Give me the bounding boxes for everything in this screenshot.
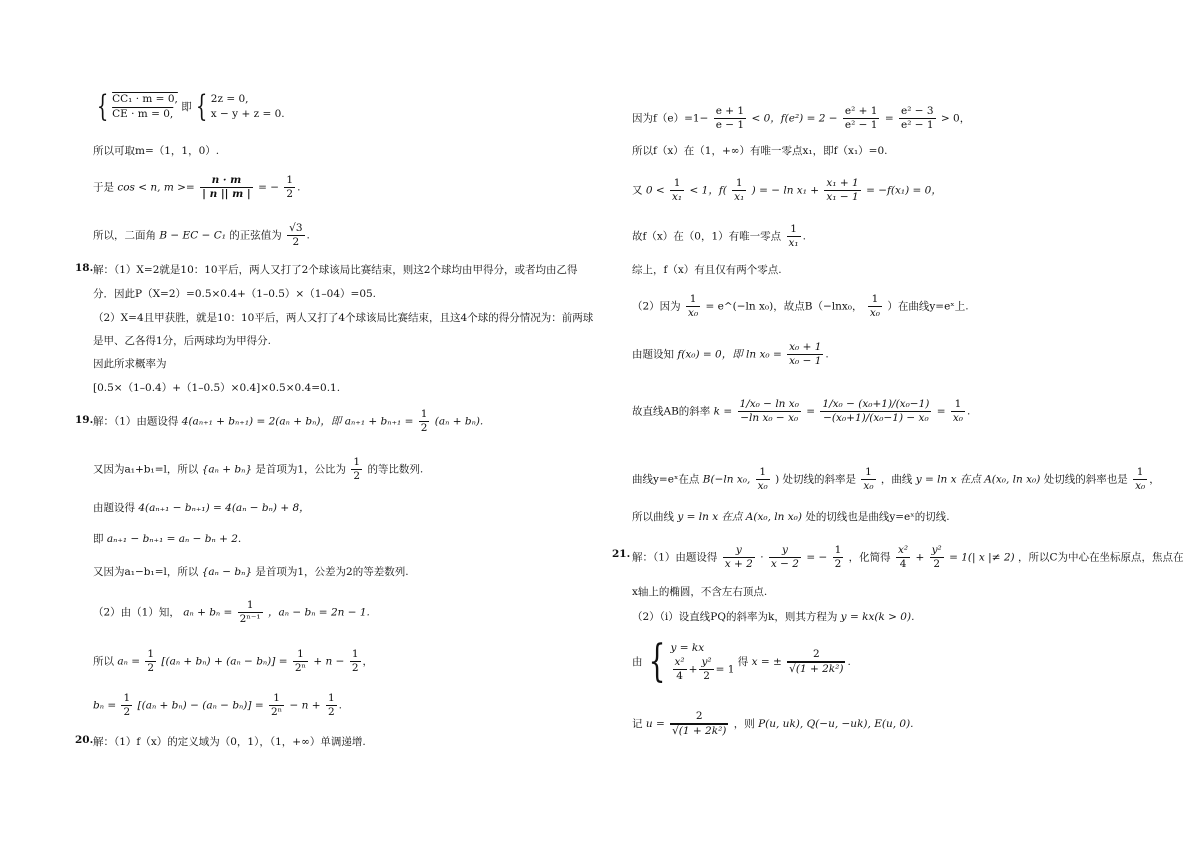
denominator: −ln x₀ − x₀ <box>740 412 799 424</box>
math-line <box>632 223 806 250</box>
numerator: 1 <box>420 408 428 420</box>
fraction <box>896 544 910 571</box>
numerator: x² <box>674 656 685 668</box>
denominator: 2 <box>353 470 361 482</box>
denominator: 2 <box>327 706 335 718</box>
fraction <box>284 174 295 201</box>
math-line <box>632 177 942 204</box>
denominator: e − 1 <box>715 119 745 131</box>
text-line: 分．因此P（X=2）=0.5×0.4+（1–0.5）×（1–04）=05. <box>93 288 377 300</box>
denominator: x₁ − 1 <box>826 191 859 203</box>
denominator: 2 <box>292 236 300 248</box>
denominator: x₀ <box>1135 480 1146 492</box>
math: {aₙ − bₙ} <box>201 566 253 578</box>
numerator: 1 <box>1133 466 1147 480</box>
system-eq-6 <box>671 656 735 683</box>
fraction <box>820 398 931 425</box>
system-2 <box>211 92 285 122</box>
text: 由题设得 <box>93 502 135 514</box>
denominator: √(1 + 2k²) <box>789 663 844 675</box>
denominator: | n || m | <box>202 188 251 200</box>
fraction <box>673 656 687 683</box>
fraction <box>787 648 845 676</box>
numerator: 1 <box>861 466 875 480</box>
text: 又因为a₁−b₁=l，所以 <box>93 566 199 578</box>
fraction <box>293 648 308 675</box>
numerator: 1 <box>834 544 842 556</box>
denominator: x₀ <box>952 412 964 424</box>
denominator: x₀ − 1 <box>789 355 822 367</box>
question-number: 19. <box>75 414 94 426</box>
numerator: n · m <box>200 174 253 188</box>
math-line <box>93 500 310 516</box>
system-eq-4: x − y + z = 0. <box>210 108 285 120</box>
text-line: 是甲、乙各得1分，后两球均为甲得分. <box>93 335 272 347</box>
fraction <box>732 177 746 204</box>
denominator: x − 2 <box>770 558 799 570</box>
text: 故直线AB的斜率 <box>632 405 711 418</box>
math-line <box>632 105 970 132</box>
denominator: 2 <box>286 188 294 200</box>
numerator: 1/x₀ − (x₀+1)/(x₀−1) <box>822 398 930 410</box>
text: 故f（x）在（0，1）有唯一零点 <box>632 230 782 243</box>
numerator: 1 <box>327 692 335 704</box>
text: ) 处切线的斜率是 <box>775 473 857 486</box>
text: 由题设知 <box>632 348 674 361</box>
numerator: y² <box>701 656 712 668</box>
text-line: 因此所求概率为 <box>93 358 167 370</box>
math-line <box>632 341 829 368</box>
fraction <box>200 174 253 201</box>
system-3 <box>671 641 735 683</box>
numerator: 2 <box>787 648 845 662</box>
system-eq-5: y = kx <box>670 642 705 654</box>
math: = <box>936 405 946 418</box>
numerator: 1 <box>951 398 965 412</box>
math: (aₙ + bₙ). <box>434 415 484 428</box>
numerator: 1 <box>293 648 308 662</box>
text-line: [0.5×（1–0.4）+（1–0.5）×0.4]×0.5×0.4=0.1. <box>93 382 341 394</box>
text: 又 <box>632 184 643 197</box>
math: k = <box>713 405 733 418</box>
text: 是首项为1，公差为2的等差数列. <box>255 566 409 578</box>
text: 的等比数列. <box>367 463 424 476</box>
math-line <box>632 509 950 525</box>
numerator: 1 <box>686 293 700 307</box>
numerator: y² <box>931 544 942 556</box>
math: aₙ + bₙ = <box>183 606 233 619</box>
fraction <box>699 656 713 683</box>
text: 于是 <box>93 181 114 194</box>
denominator: e² − 1 <box>844 119 878 131</box>
text: 所以，二面角 <box>93 229 156 242</box>
left-brace: { <box>96 89 109 124</box>
math: B(−ln x₀, <box>702 473 751 486</box>
fraction <box>714 105 746 132</box>
fraction <box>121 692 132 719</box>
fraction <box>723 544 755 571</box>
text-line: 综上，f（x）有且仅有两个零点. <box>632 264 782 276</box>
numerator: 1 <box>238 599 263 613</box>
math: {aₙ + bₙ} <box>201 463 253 476</box>
numerator: x₁ + 1 <box>826 177 859 189</box>
denominator: x₀ <box>863 480 874 492</box>
text: 所以 <box>93 655 114 668</box>
text: 处切线的斜率也是 <box>1043 473 1128 486</box>
text: 因为f（e）=1− <box>632 112 709 125</box>
numerator: e² − 3 <box>900 105 934 117</box>
question-number: 21. <box>612 548 631 560</box>
denominator: 2 <box>933 558 941 570</box>
cosine-formula: 于是 cos < n, m >= $\frac{n \cdot m}{| n || m |}$ = − $\frac{1}{2}$ . <box>93 174 301 200</box>
math-line <box>632 710 914 738</box>
math: = 1(| x |≠ 2) <box>949 551 1015 564</box>
math-line <box>93 408 483 435</box>
math: = <box>806 405 816 418</box>
text-line: x轴上的椭圆，不含左右顶点. <box>632 586 768 598</box>
denominator: 2 <box>147 662 155 674</box>
slope-formula <box>632 398 970 425</box>
denominator: 2 <box>834 558 842 570</box>
left-brace: { <box>648 636 665 687</box>
math: = 1 <box>715 663 735 676</box>
numerator: 1 <box>286 174 294 186</box>
fraction <box>930 544 944 571</box>
denominator: √(1 + 2k²) <box>672 725 727 737</box>
fraction <box>769 544 801 571</box>
math: = −f(x₁) = 0， <box>866 184 942 197</box>
math-line: bₙ = $\frac{1}{2}$ [(aₙ + bₙ) − (aₙ − bₙ)] = $\frac{1}{\text{2ⁿ}}$ − n + $\frac{1}{2}$ . <box>93 692 342 718</box>
fraction <box>670 177 684 204</box>
numerator: e + 1 <box>715 105 745 117</box>
fraction <box>419 408 430 435</box>
fraction <box>287 222 304 249</box>
fraction <box>686 293 700 320</box>
normal-vector-system <box>93 89 285 124</box>
text: 处的切线也是曲线y=eˣ的切线. <box>805 511 950 523</box>
math: − n + <box>289 699 321 712</box>
math-line <box>93 531 241 547</box>
system-eq-3: 2z = 0, <box>210 93 249 105</box>
math: [(aₙ + bₙ) + (aₙ − bₙ)] = <box>161 655 288 668</box>
math: x = ± <box>751 656 782 668</box>
text: 的正弦值为 <box>229 229 282 242</box>
numerator: e² + 1 <box>844 105 878 117</box>
denominator: −(x₀+1)/(x₀−1) − x₀ <box>823 412 929 424</box>
math: y = kx(k > 0). <box>840 611 915 623</box>
denominator: x₀ <box>757 480 768 492</box>
denominator: x₀ <box>688 307 699 319</box>
fraction <box>269 692 284 719</box>
denominator: x₀ <box>869 307 880 319</box>
numerator: 1 <box>868 293 882 307</box>
math-line: 所以 aₙ = $\frac{1}{2}$ [(aₙ + bₙ) + (aₙ − bₙ)] = $\frac{1}{\text{2ⁿ}}$ + n − $\frac{1}{2}$ ， <box>93 648 373 674</box>
text: ，化简得 <box>848 551 891 564</box>
numerator: 1/x₀ − ln x₀ <box>739 398 799 410</box>
numerator: 1 <box>732 177 746 191</box>
math-line <box>93 564 409 580</box>
fraction <box>787 341 823 368</box>
numerator: 1 <box>670 177 684 191</box>
text: （2）因为 <box>632 300 681 313</box>
denominator: 2ⁿ <box>294 662 307 674</box>
text: 是首项为1，公比为 <box>255 463 347 476</box>
math-line <box>632 466 1160 493</box>
math: cos < n, m >= <box>117 181 195 194</box>
math-line <box>93 599 370 626</box>
math: = − <box>806 551 828 564</box>
fraction <box>868 293 882 320</box>
math: = − <box>258 181 280 194</box>
fraction <box>670 710 728 738</box>
text: 得 <box>737 656 749 668</box>
denominator: x + 2 <box>724 558 753 570</box>
math: + n − <box>313 655 345 668</box>
system-1 <box>112 92 178 122</box>
text-line: 所以f（x）在（1，+∞）有唯一零点x₁，即f（x₁）=0. <box>632 145 888 157</box>
text: . <box>825 348 829 361</box>
math-line <box>93 456 423 483</box>
numerator: 1 <box>147 648 155 660</box>
math: ，aₙ − bₙ = 2n − 1. <box>268 606 370 619</box>
text: ，则 <box>733 718 755 730</box>
text: = e^(−ln x₀)，故点B（−lnx₀， <box>705 300 863 313</box>
math: f(x₀) = 0，即 ln x₀ = <box>677 348 782 361</box>
text: 曲线y=eˣ在点 <box>632 473 700 486</box>
denominator: x₁ <box>734 191 745 203</box>
denominator: 2 <box>703 670 710 682</box>
text: （2）由（1）知， <box>93 606 180 619</box>
dihedral-angle-result: 所以，二面角 B − EC − C₁ 的正弦值为 $\frac{√3}{2}$ . <box>93 222 310 248</box>
fraction <box>951 398 965 425</box>
numerator: x₀ + 1 <box>789 341 822 353</box>
math: aₙ₊₁ − bₙ₊₁ = aₙ − bₙ + 2. <box>106 533 242 545</box>
math-line <box>632 293 969 320</box>
text-line: 解：（1）f（x）的定义域为（0，1），（1，+∞）单调递增. <box>93 736 366 748</box>
text-line: （2）X=4且甲获胜，就是10：10平后，两人又打了4个球该局比赛结束，且这4个球的得分情况为：前两球 <box>93 312 594 324</box>
denominator: 2 <box>351 662 359 674</box>
numerator: 1 <box>787 223 801 237</box>
numerator: x² <box>897 544 909 556</box>
denominator: 2ⁿ⁻¹ <box>239 613 261 625</box>
fraction <box>843 105 880 132</box>
fraction <box>824 177 860 204</box>
question-number: 20. <box>75 734 94 746</box>
numerator: 1 <box>353 456 361 468</box>
math: + <box>688 663 698 676</box>
numerator: 1 <box>351 648 359 660</box>
math: y = ln x 在点 A(x₀, ln x₀) <box>677 511 802 523</box>
fraction <box>861 466 875 493</box>
text: ，曲线 <box>880 473 913 486</box>
left-brace: { <box>195 89 207 124</box>
math: bₙ = <box>93 699 117 712</box>
denominator: 4 <box>676 670 683 682</box>
denominator: 2ⁿ <box>270 706 283 718</box>
text: ，所以C为中心在坐标原点，焦点在 <box>1017 551 1184 564</box>
numerator: 1 <box>756 466 770 480</box>
denominator: 2 <box>420 422 428 434</box>
fraction <box>350 648 361 675</box>
math: u = <box>645 718 665 730</box>
text: ， <box>1149 473 1160 486</box>
math: + <box>915 551 925 564</box>
text: 又因为a₁+b₁=l，所以 <box>93 463 199 476</box>
math-line <box>632 609 914 625</box>
connector-text: 即 <box>181 101 192 113</box>
text: （2）（i）设直线PQ的斜率为k，则其方程为 <box>632 611 838 623</box>
system-eq-2: CE · m = 0, <box>112 108 174 120</box>
fraction <box>351 456 362 483</box>
text: . <box>802 230 806 243</box>
math: < 1，f( <box>689 184 727 197</box>
text: . <box>847 656 851 668</box>
denominator: x₁ <box>672 191 683 203</box>
fraction <box>1133 466 1147 493</box>
denominator: x₁ <box>788 237 799 249</box>
math: y = ln x 在点 A(x₀, ln x₀) <box>915 473 1041 486</box>
numerator: 1 <box>123 692 131 704</box>
math: 4(aₙ₊₁ + bₙ₊₁) = 2(aₙ + bₙ)，即 aₙ₊₁ + bₙ₊₁ = <box>181 415 414 428</box>
text: ）在曲线y=eˣ上. <box>887 300 969 313</box>
text: 解：（1）由题设得 <box>632 551 718 564</box>
math: ) = − ln x₁ + <box>751 184 820 197</box>
numerator: y <box>723 544 755 558</box>
math: [(aₙ + bₙ) − (aₙ − bₙ)] = <box>137 699 264 712</box>
fraction <box>787 223 801 250</box>
fraction <box>145 648 156 675</box>
math-line <box>632 544 1184 571</box>
fraction <box>833 544 844 571</box>
math: > 0， <box>940 112 971 125</box>
math: · <box>760 551 764 564</box>
numerator: 2 <box>670 710 728 724</box>
ellipse-system <box>632 636 851 687</box>
text-line: 所以可取m=（1，1，0）. <box>93 145 220 157</box>
fraction <box>326 692 337 719</box>
numerator: √3 <box>289 222 303 234</box>
text: 由 <box>632 656 643 668</box>
fraction <box>738 398 801 425</box>
denominator: 4 <box>899 558 907 570</box>
math: P(u, uk), Q(−u, −uk), E(u, 0). <box>758 718 914 730</box>
math: 0 < <box>645 184 665 197</box>
denominator: e² − 1 <box>900 119 934 131</box>
denominator: 2 <box>123 706 131 718</box>
fraction <box>238 599 263 626</box>
numerator: 1 <box>269 692 284 706</box>
text: 即 <box>93 533 104 545</box>
system-eq-1: CC₁ · m = 0, <box>112 93 178 105</box>
text: 记 <box>632 718 643 730</box>
numerator: y <box>769 544 801 558</box>
math: = <box>884 112 894 125</box>
math: aₙ = <box>117 655 140 668</box>
math: B − EC − C₁ <box>159 229 226 242</box>
text: 解：（1）由题设得 <box>93 415 179 428</box>
text-line: 解：（1）X=2就是10：10平后，两人又打了2个球该局比赛结束，则这2个球均由甲得分，或者均由乙得 <box>93 264 578 276</box>
text: 所以曲线 <box>632 511 674 523</box>
question-number: 18. <box>75 262 94 274</box>
fraction <box>756 466 770 493</box>
fraction <box>899 105 936 132</box>
math: 4(aₙ₊₁ − bₙ₊₁) = 4(aₙ − bₙ) + 8， <box>138 502 310 514</box>
text: . <box>967 405 971 418</box>
math: < 0，f(e²) = 2 − <box>751 112 838 125</box>
